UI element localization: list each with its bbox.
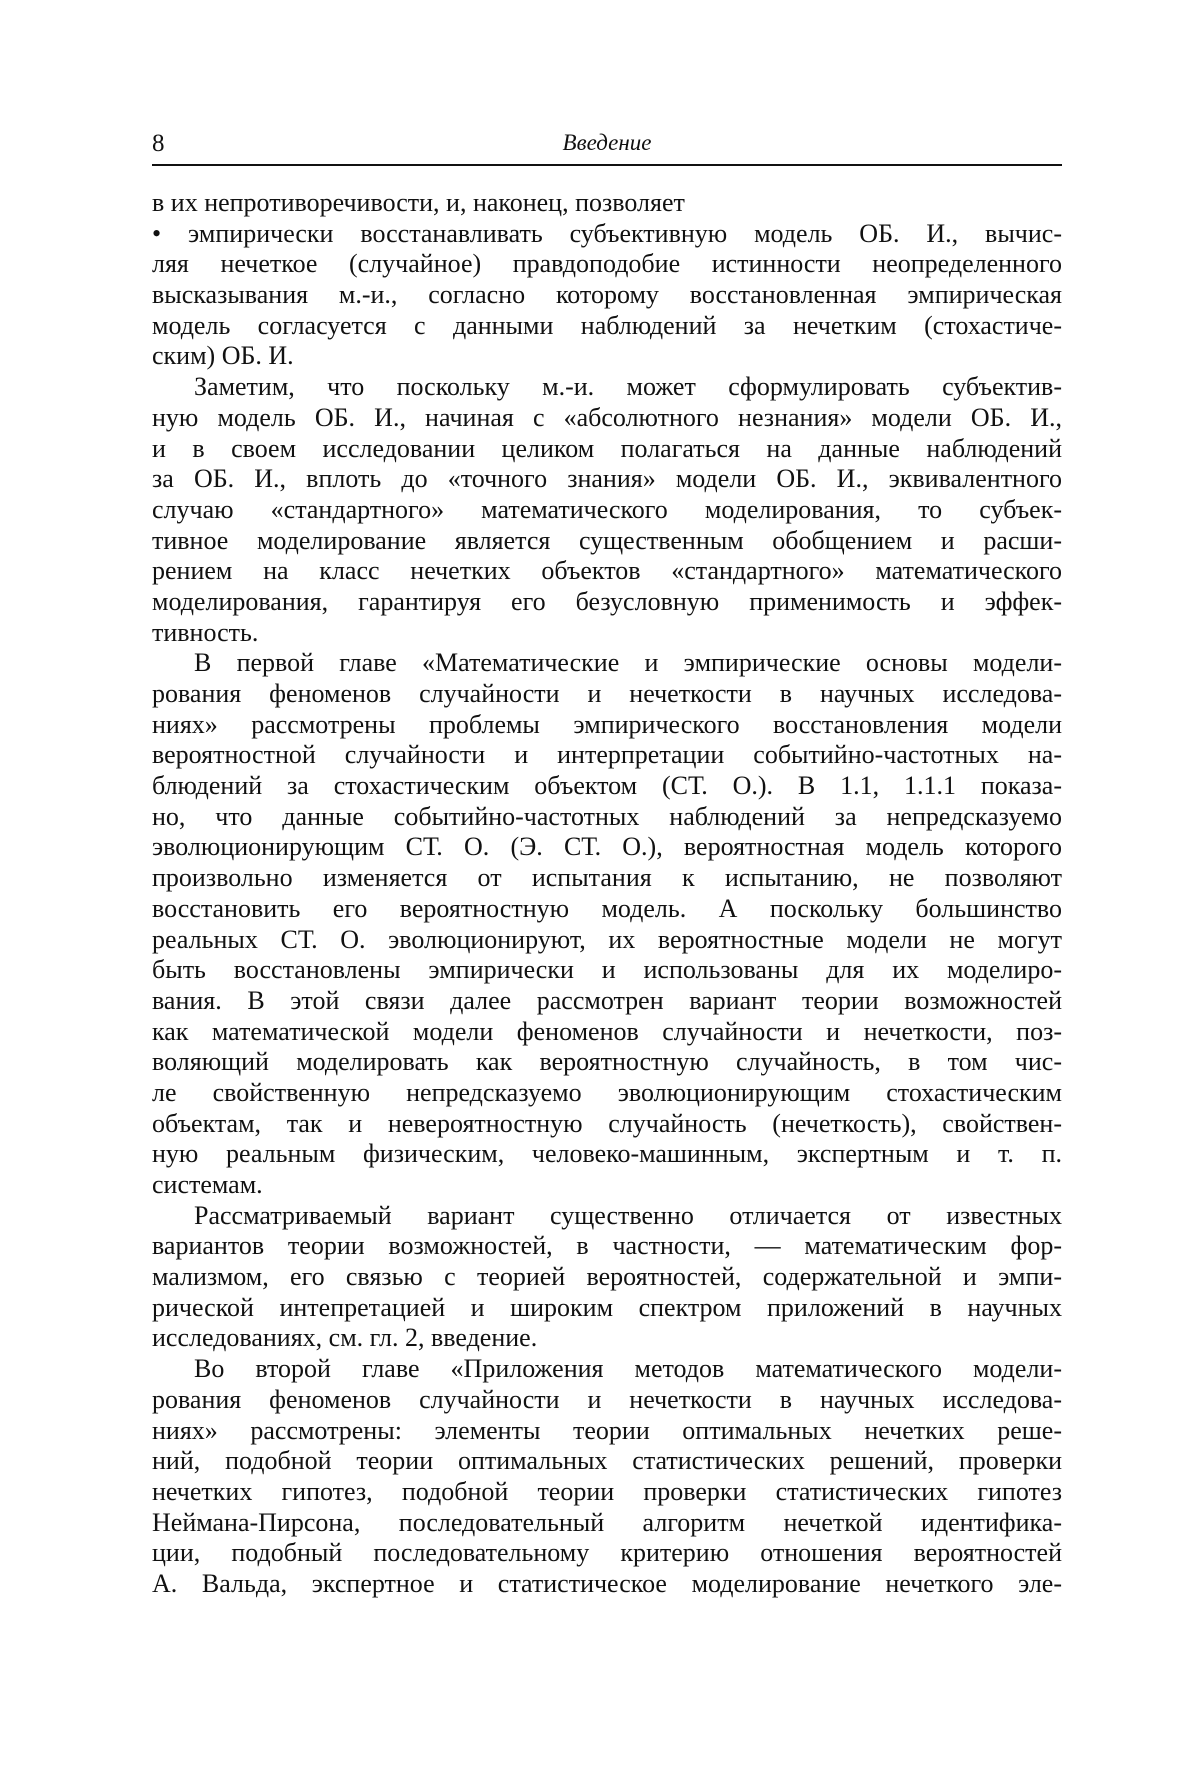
text-line: произвольно изменяется от испытания к испытанию, не позволяют	[152, 863, 1062, 893]
text-line: высказывания м.-и., согласно которому восстановленная эмпирическая	[152, 280, 1062, 310]
text-line: ную реальным физическим, человеко-машинным, экспертным и т. п.	[152, 1139, 1062, 1169]
text-line: вероятностной случайности и интерпретации событийно-частотных на-	[152, 740, 1062, 770]
text-line: в их непротиворечивости, и, наконец, позволяет	[152, 188, 685, 217]
text-line: ниях» рассмотрены: элементы теории оптимальных нечетких реше-	[152, 1415, 1062, 1445]
text-line: но, что данные событийно-частотных наблюдений за непредсказуемо	[152, 801, 1062, 831]
text-line: рением на класс нечетких объектов «стандартного» математического	[152, 556, 1062, 586]
text-line: рования феноменов случайности и нечеткости в научных исследова-	[152, 679, 1062, 708]
text-line: мализмом, его связью с теорией вероятностей, содержательной и эмпи-	[152, 1262, 1062, 1292]
text-line: модель согласуется с данными наблюдений за нечетким (стохастиче-	[152, 310, 1062, 340]
paragraph	[152, 648, 1062, 1200]
page-body	[152, 188, 1062, 1600]
text-line: ским) ОБ. И.	[152, 341, 294, 371]
text-line: и в своем исследовании целиком полагаться на данные наблюдений	[152, 433, 1062, 463]
text-line: А. Вальда, экспертное и статистическое моделирование нечеткого эле-	[152, 1568, 1062, 1598]
text-line: за ОБ. И., вплоть до «точного знания» модели ОБ. И., эквивалентного	[152, 464, 1062, 494]
text-line: тивное моделирование является существенным обобщением и расши-	[152, 525, 1062, 555]
paragraph	[152, 188, 1062, 372]
text-line: объектам, так и невероятностную случайность (нечеткость), свойствен-	[152, 1108, 1062, 1138]
paragraph	[152, 1354, 1062, 1600]
text-line: случаю «стандартного» математического моделирования, то субъек-	[152, 494, 1062, 524]
text-line: Рассматриваемый вариант существенно отличается от известных	[194, 1200, 1062, 1230]
text-line: рической интепретацией и широким спектром приложений в научных	[152, 1292, 1062, 1322]
text-line: воляющий моделировать как вероятностную случайность, в том чис-	[152, 1047, 1062, 1077]
paragraph	[152, 1201, 1062, 1354]
text-line: как математической модели феноменов случайности и нечеткости, поз-	[152, 1016, 1062, 1046]
text-line: • эмпирически восстанавливать субъективную модель ОБ. И., вычис-	[152, 218, 1062, 248]
page-number: 8	[152, 130, 165, 157]
text-line: тивность.	[152, 617, 259, 647]
text-line: Заметим, что поскольку м.-и. может сформулировать субъектив-	[194, 372, 1062, 402]
text-line: ную модель ОБ. И., начиная с «абсолютного незнания» модели ОБ. И.,	[152, 402, 1062, 432]
text-line: рования феноменов случайности и нечеткости в научных исследова-	[152, 1384, 1062, 1414]
text-line: Неймана-Пирсона, последовательный алгоритм нечеткой идентифика-	[152, 1507, 1062, 1537]
text-line: реальных СТ. О. эволюционируют, их вероятностные модели не могут	[152, 924, 1062, 954]
text-line: системам.	[152, 1170, 263, 1199]
text-line: ниях» рассмотрены проблемы эмпирического восстановления модели	[152, 709, 1062, 739]
text-line: ции, подобный последовательному критерию отношения вероятностей	[152, 1538, 1062, 1568]
text-line: исследованиях, см. гл. 2, введение.	[152, 1323, 538, 1353]
running-header	[152, 130, 1062, 166]
text-line: ляя нечеткое (случайное) правдоподобие истинности неопределенного	[152, 249, 1062, 279]
text-line: Во второй главе «Приложения методов математического модели-	[194, 1354, 1062, 1384]
text-line: ле свойственную непредсказуемо эволюционирующим стохастическим	[152, 1077, 1062, 1107]
text-line: ний, подобной теории оптимальных статистических решений, проверки	[152, 1446, 1062, 1476]
text-line: В первой главе «Математические и эмпирические основы модели-	[194, 648, 1062, 678]
paragraph	[152, 372, 1062, 648]
text-line: моделирования, гарантируя его безусловную применимость и эффек-	[152, 586, 1062, 616]
text-line: вариантов теории возможностей, в частности, — математическим фор-	[152, 1231, 1062, 1261]
running-title: Введение	[562, 130, 652, 155]
text-line: вания. В этой связи далее рассмотрен вариант теории возможностей	[152, 985, 1062, 1015]
text-line: быть восстановлены эмпирически и использованы для их моделиро-	[152, 955, 1062, 985]
text-line: эволюционирующим СТ. О. (Э. СТ. О.), вероятностная модель которого	[152, 832, 1062, 862]
text-line: восстановить его вероятностную модель. А поскольку большинство	[152, 893, 1062, 923]
text-line: нечетких гипотез, подобной теории проверки статистических гипотез	[152, 1476, 1062, 1506]
text-line: блюдений за стохастическим объектом (СТ. О.). В 1.1, 1.1.1 показа-	[152, 771, 1062, 801]
